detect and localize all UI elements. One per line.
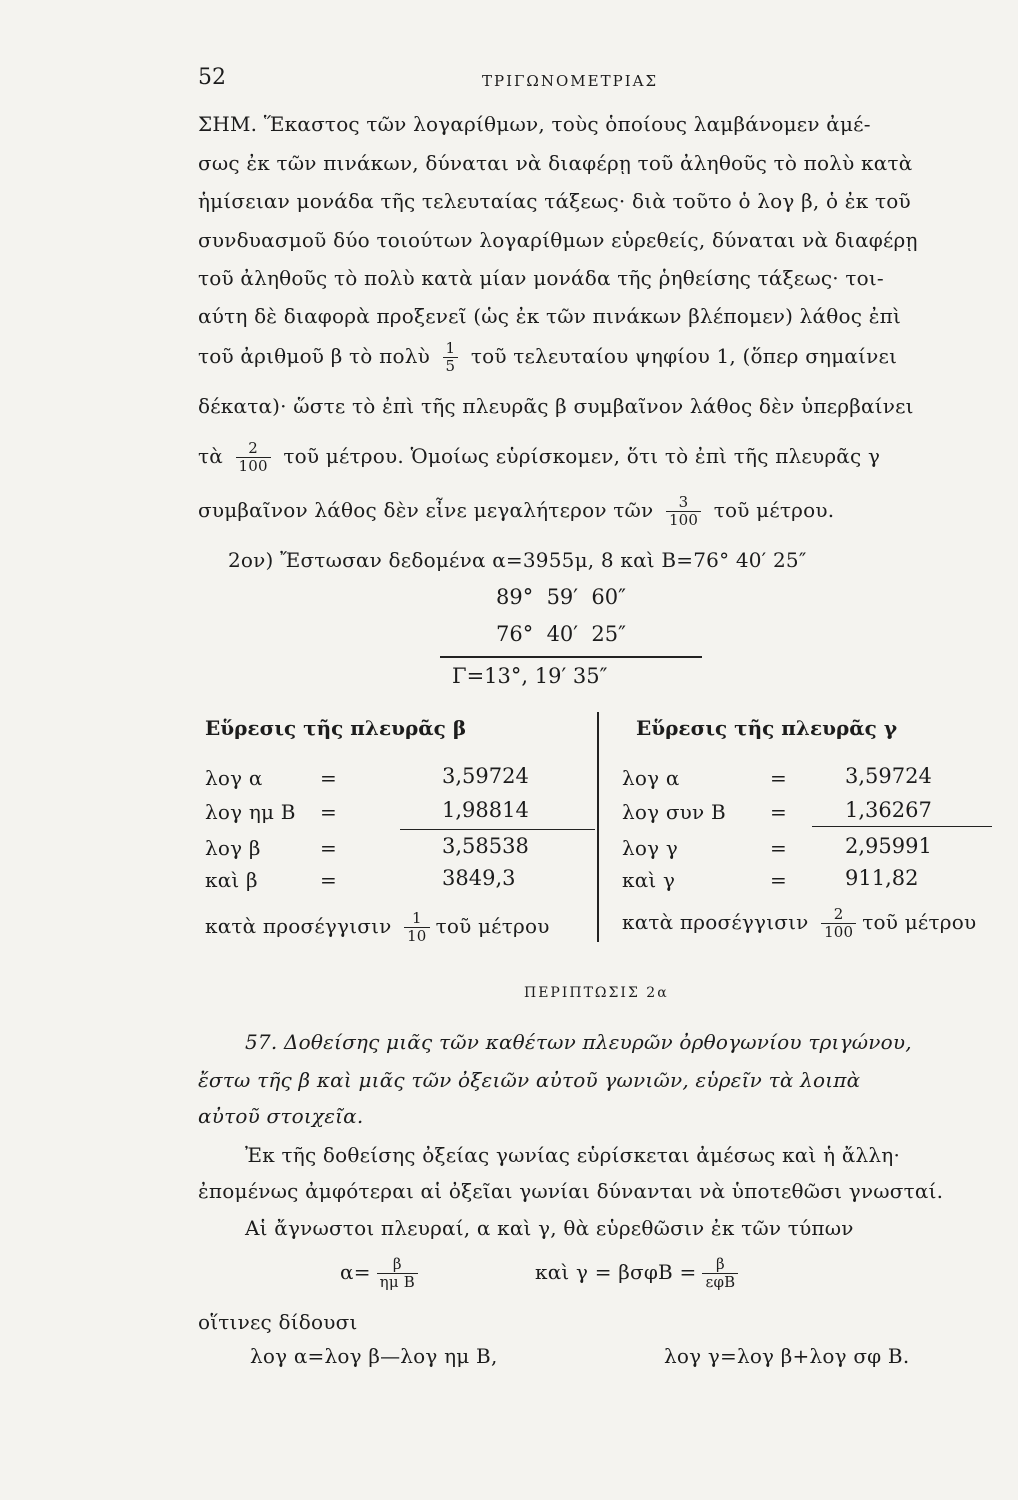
log-formula-a: λογ α=λογ β—λογ ημ Β,	[250, 1344, 498, 1368]
case-para-4: Ἐκ τῆς δοθείσης ὀξείας γωνίας εὑρίσκεται ἀμέσως καὶ ἡ ἄλλη·	[245, 1143, 901, 1167]
left-row-3-label: λογ β	[205, 836, 261, 860]
right-row-1-label: λογ α	[622, 766, 680, 790]
note-line-9	[198, 440, 880, 475]
right-row-3-label: λογ γ	[622, 836, 678, 860]
case-para-6: Αἱ ἄγνωστοι πλευραί, α καὶ γ, θὰ εὑρεθῶσιν ἐκ τῶν τύπων	[245, 1216, 854, 1240]
case-para-7: οἵτινες δίδουσι	[198, 1310, 358, 1334]
note-line-5: τοῦ ἀληθοῦς τὸ πολὺ κατὰ μίαν μονάδα τῆς ῥηθείσης τάξεως· τοι-	[198, 266, 884, 290]
right-table-heading: Εὕρεσις τῆς πλευρᾶς γ	[636, 716, 898, 740]
log-formula-c: λογ γ=λογ β+λογ σφ Β.	[664, 1344, 910, 1368]
note-line-2: σως ἐκ τῶν πινάκων, δύναται νὰ διαφέρῃ τοῦ ἀληθοῦς τὸ πολὺ κατὰ	[198, 151, 913, 175]
note-line-9-end: τοῦ μέτρου. Ὁμοίως εὑρίσκομεν, ὅτι τὸ ἐπὶ τῆς πλευρᾶς γ	[283, 444, 881, 468]
note-line-10-start: συμβαῖνον λάθος δὲν εἶνε μεγαλήτερον τῶν	[198, 498, 654, 522]
left-row-1-op: =	[320, 766, 337, 790]
case-title: ΠΕΡΙΠΤΩΣΙΣ 2α	[524, 985, 669, 1001]
right-approx: κατὰ προσέγγισιν $\frac{2}{100}$ τοῦ μέτρου	[622, 905, 977, 941]
left-row-4-label: καὶ β	[205, 868, 258, 892]
note-line-7-end: τοῦ τελευταίου ψηφίου 1, (ὅπερ σημαίνει	[470, 344, 898, 368]
angle-result: Γ=13°, 19′ 35″	[452, 664, 608, 688]
page-number: 52	[198, 65, 226, 90]
left-approx: κατὰ προσέγγισιν $\frac{1}{10}$ τοῦ μέτρου	[205, 909, 550, 945]
given-line: 2ον) Ἔστωσαν δεδομένα α=3955μ, 8 καὶ Β=76° 40′ 25″	[228, 548, 807, 572]
fraction-b-over-tanB: $\frac{\beta}{\text{εφΒ}}$	[702, 1256, 738, 1291]
note-line-8: δέκατα)· ὥστε τὸ ἐπὶ τῆς πλευρᾶς β συμβαῖνον λάθος δὲν ὑπερβαίνει	[198, 394, 914, 418]
note-line-4: συνδυασμοῦ δύο τοιούτων λογαρίθμων εὑρεθείς, δύναται νὰ διαφέρῃ	[198, 228, 918, 252]
fraction-two-hundredths: $\frac{2}{100}$	[236, 440, 271, 475]
case-para-2: ἔστω τῆς β καὶ μιᾶς τῶν ὀξειῶν αὐτοῦ γωνιῶν, εὑρεῖν τὰ λοιπὰ	[198, 1068, 861, 1092]
left-row-1-value: 3,59724	[442, 764, 529, 788]
note-line-6: αύτη δὲ διαφορὰ προξενεῖ (ὡς ἐκ τῶν πινάκων βλέπομεν) λάθος ἐπὶ	[198, 304, 902, 328]
formula-a: α= $\frac{\beta}{\text{ημ Β}}$	[340, 1256, 424, 1291]
angle-row-1: 89° 59′ 60″	[496, 585, 626, 609]
fraction-three-hundredths: $\frac{3}{100}$	[666, 494, 701, 529]
right-row-1-op: =	[770, 766, 787, 790]
right-row-1-value: 3,59724	[845, 764, 932, 788]
note-line-9-start: τὰ	[198, 444, 223, 468]
angle-row-2: 76° 40′ 25″	[496, 622, 626, 646]
formula-c: καὶ γ = βσφΒ = $\frac{\beta}{\text{εφΒ}}$	[535, 1256, 744, 1291]
subtraction-rule	[440, 656, 702, 658]
left-table-heading: Εὕρεσις τῆς πλευρᾶς β	[205, 716, 467, 740]
right-row-2-value: 1,36267	[845, 798, 932, 822]
left-row-1-label: λογ α	[205, 766, 263, 790]
column-divider	[597, 712, 599, 942]
left-row-3-op: =	[320, 836, 337, 860]
right-row-3-value: 2,95991	[845, 834, 932, 858]
note-line-7	[198, 340, 897, 375]
note-line-10	[198, 494, 834, 529]
note-line-3: ἡμίσειαν μονάδα τῆς τελευταίας τάξεως· διὰ τοῦτο ὁ λογ β, ὁ ἐκ τοῦ	[198, 189, 911, 213]
note-line-1: ΣΗΜ. Ἕκαστος τῶν λογαρίθμων, τοὺς ὁποίους λαμβάνομεν ἀμέ-	[198, 112, 871, 136]
case-para-5: ἐπομένως ἀμφότεραι αἱ ὀξεῖαι γωνίαι δύνανται νὰ ὑποτεθῶσι γνωσταί.	[198, 1179, 944, 1203]
right-row-4-value: 911,82	[845, 866, 919, 890]
right-row-2-op: =	[770, 800, 787, 824]
note-line-7-start: τοῦ ἀριθμοῦ β τὸ πολὺ	[198, 344, 430, 368]
right-row-3-op: =	[770, 836, 787, 860]
case-para-3: αὐτοῦ στοιχεῖα.	[198, 1104, 364, 1128]
right-sum-rule	[812, 826, 992, 827]
left-row-2-label: λογ ημ Β	[205, 800, 296, 824]
left-row-2-value: 1,98814	[442, 798, 529, 822]
fraction-one-fifth: $\frac{1}{5}$	[443, 340, 459, 375]
fraction-one-tenth: $\frac{1}{10}$	[404, 910, 430, 945]
case-para-1: 57. Δοθείσης μιᾶς τῶν καθέτων πλευρῶν ὀρθογωνίου τριγώνου,	[245, 1030, 912, 1054]
right-row-2-label: λογ συν Β	[622, 800, 726, 824]
right-row-4-label: καὶ γ	[622, 868, 676, 892]
left-sum-rule	[400, 829, 595, 830]
note-line-10-end: τοῦ μέτρου.	[713, 498, 835, 522]
left-row-4-op: =	[320, 868, 337, 892]
left-row-2-op: =	[320, 800, 337, 824]
right-row-4-op: =	[770, 868, 787, 892]
fraction-two-hundredths-b: $\frac{2}{100}$	[821, 906, 856, 941]
left-row-3-value: 3,58538	[442, 834, 529, 858]
fraction-b-over-sinB: $\frac{\beta}{\text{ημ Β}}$	[377, 1256, 418, 1291]
left-row-4-value: 3849,3	[442, 866, 516, 890]
running-title: ΤΡΙΓΩΝΟΜΕΤΡΙΑΣ	[482, 72, 659, 90]
